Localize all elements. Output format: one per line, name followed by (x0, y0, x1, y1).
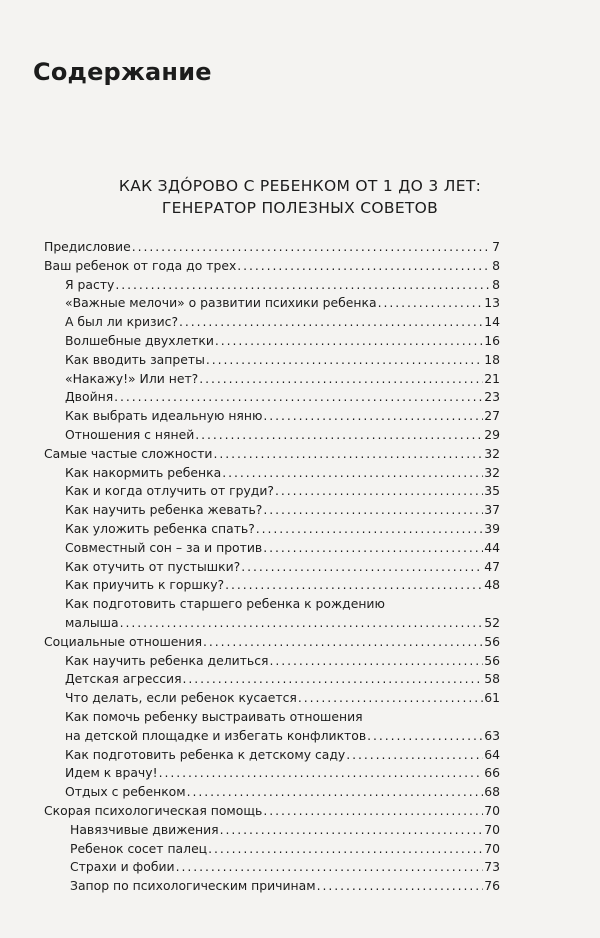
toc-entry (44, 520, 500, 539)
toc-entry-row (44, 294, 500, 313)
toc-entry-page-number: 29 (484, 426, 500, 442)
toc-entry-page-number: 63 (484, 727, 500, 743)
dot-leader (263, 501, 483, 520)
toc-entry-title: Страхи и фобии (70, 859, 175, 875)
toc-entry (44, 877, 500, 896)
dot-leader (203, 633, 483, 652)
book-heading-line-1: КАК ЗДÓРОВО С РЕБЕНКОМ ОТ 1 ДО 3 ЛЕТ: (118, 177, 482, 195)
toc-entry-title: Как накормить ребенка (65, 464, 222, 480)
toc-entry-page-number: 73 (484, 859, 500, 875)
toc-entry (44, 501, 500, 520)
toc-entry-row (44, 539, 500, 558)
toc-entry (44, 689, 500, 708)
toc-entry-row (44, 576, 500, 595)
toc-entry-row (44, 614, 500, 633)
toc-entry (44, 558, 500, 577)
toc-entry-row (44, 727, 500, 746)
toc-entry-page-number: 70 (484, 840, 500, 856)
toc-entry-page-number: 7 (492, 239, 500, 254)
toc-entry-row (44, 445, 500, 464)
toc-entry-row (44, 313, 500, 332)
dot-leader (208, 840, 483, 859)
toc-entry (44, 633, 500, 652)
dot-leader (225, 576, 483, 595)
toc-entry-title: Навязчивые движения (70, 821, 219, 837)
dot-leader (114, 388, 483, 407)
toc-entry (44, 595, 500, 633)
toc-entry-row (44, 482, 500, 501)
toc-entry-title: Отношения с няней (65, 426, 195, 442)
toc-entry-page-number: 70 (484, 802, 500, 818)
dot-leader (195, 426, 483, 445)
toc-entry (44, 388, 500, 407)
toc-entry-title: Как и когда отлучить от груди? (65, 483, 275, 499)
toc-entry-title: Совместный сон – за и против (65, 539, 263, 555)
toc-entry-page-number: 56 (484, 633, 500, 649)
toc-entry-title: Идем к врачу! (65, 765, 158, 781)
toc-entry-title: Как научить ребенка делиться (65, 652, 269, 668)
toc-entry-title: Двойня (65, 389, 114, 405)
dot-leader (317, 877, 484, 896)
toc-entry-title: «Накажу!» Или нет? (65, 370, 199, 386)
toc-entry-page-number: 21 (484, 370, 500, 386)
dot-leader (275, 482, 483, 501)
dot-leader (263, 539, 483, 558)
toc-entry-title: Запор по психологическим причинам (70, 878, 316, 894)
toc-entry-page-number: 48 (484, 577, 500, 593)
toc-entry-row (44, 351, 500, 370)
toc-entry-row (44, 464, 500, 483)
toc-entry (44, 539, 500, 558)
toc-entry (44, 746, 500, 765)
toc-entry-title: Что делать, если ребенок кусается (65, 690, 297, 706)
dot-leader (132, 238, 491, 257)
toc-entry-row (44, 783, 500, 802)
toc-entry (44, 332, 500, 351)
toc-entry (44, 802, 500, 821)
toc-entry-page-number: 66 (484, 765, 500, 781)
toc-entry-page-number: 27 (484, 408, 500, 424)
toc-entry-title: Как отучить от пустышки? (65, 558, 241, 574)
dot-leader (183, 670, 484, 689)
toc-entry-title: Как уложить ребенка спать? (65, 520, 255, 536)
toc-entry (44, 858, 500, 877)
toc-entry (44, 821, 500, 840)
toc-entry-row (44, 426, 500, 445)
toc-entry-title: Скорая психологическая помощь (44, 802, 263, 818)
dot-leader (199, 370, 483, 389)
dot-leader (263, 407, 483, 426)
toc-entry-row (44, 276, 500, 295)
dot-leader (206, 351, 483, 370)
toc-entry (44, 783, 500, 802)
toc-entry-row (44, 858, 500, 877)
toc-entry-page-number: 39 (484, 520, 500, 536)
toc-entry-title: Ребенок сосет палец (70, 840, 208, 856)
dot-leader (298, 689, 483, 708)
toc-entry-row (44, 670, 500, 689)
toc-entry-title: Отдых с ребенком (65, 784, 186, 800)
book-heading (0, 175, 600, 219)
dot-leader (159, 764, 484, 783)
toc-entry-row (44, 802, 500, 821)
dot-leader (222, 464, 483, 483)
toc-entry (44, 652, 500, 671)
dot-leader (237, 257, 491, 276)
toc-entry-page-number: 56 (484, 652, 500, 668)
toc-entry-row (44, 520, 500, 539)
toc-entry-row (44, 877, 500, 896)
toc-entry (44, 238, 500, 257)
toc-entry-page-number: 32 (484, 464, 500, 480)
toc-entry (44, 764, 500, 783)
toc-entry-row (44, 746, 500, 765)
toc-entry-page-number: 23 (484, 389, 500, 405)
toc-entry-page-number: 70 (484, 821, 500, 837)
toc-entry-title: на детской площадке и избегать конфликтов (65, 727, 367, 743)
toc-entry-row (44, 238, 500, 257)
toc-entry (44, 276, 500, 295)
toc-entry-row (44, 257, 500, 276)
toc-entry-title: Как вводить запреты (65, 351, 205, 367)
toc-entry-page-number: 35 (484, 483, 500, 499)
dot-leader (115, 276, 491, 295)
toc-entry-page-number: 61 (484, 690, 500, 706)
toc-entry (44, 464, 500, 483)
toc-entry-title: Как научить ребенка жевать? (65, 502, 263, 518)
toc-entry-row (44, 840, 500, 859)
toc-entry-row (44, 652, 500, 671)
toc-entry-title: Как выбрать идеальную няню (65, 408, 263, 424)
toc-entry (44, 313, 500, 332)
dot-leader (176, 858, 484, 877)
toc-entry-page-number: 58 (484, 671, 500, 687)
toc-entry-title: Я расту (65, 276, 115, 292)
toc-entry (44, 351, 500, 370)
toc-entry (44, 426, 500, 445)
toc-entry-row (44, 388, 500, 407)
dot-leader (367, 727, 483, 746)
toc-entry (44, 840, 500, 859)
toc-entry-row (44, 821, 500, 840)
dot-leader (263, 802, 483, 821)
dot-leader (346, 746, 483, 765)
toc-entry-page-number: 16 (484, 332, 500, 348)
toc-entry-page-number: 32 (484, 445, 500, 461)
table-of-contents (44, 238, 500, 896)
book-heading-line-2: ГЕНЕРАТОР ПОЛЕЗНЫХ СОВЕТОВ (161, 199, 439, 217)
dot-leader (179, 313, 483, 332)
toc-entry-title: малыша (65, 614, 119, 630)
page-title: Содержание (33, 58, 212, 86)
toc-entry-row (44, 370, 500, 389)
toc-entry-page-number: 8 (492, 276, 500, 292)
toc-entry-title: А был ли кризис? (65, 314, 179, 330)
toc-entry-page-number: 47 (484, 558, 500, 574)
toc-entry (44, 445, 500, 464)
dot-leader (378, 294, 484, 313)
toc-entry-title: Как подготовить ребенка к детскому саду (65, 746, 346, 762)
dot-leader (120, 614, 484, 633)
toc-entry-page-number: 68 (484, 784, 500, 800)
toc-entry (44, 482, 500, 501)
toc-entry-title-line: Как помочь ребенку выстраивать отношения (65, 708, 363, 724)
toc-entry-page-number: 13 (484, 295, 500, 311)
toc-entry-row (44, 501, 500, 520)
toc-entry-row (44, 558, 500, 577)
toc-entry-title-line: Как подготовить старшего ребенка к рождению (65, 596, 385, 612)
dot-leader (187, 783, 484, 802)
toc-entry-title: Детская агрессия (65, 671, 182, 687)
toc-entry (44, 407, 500, 426)
toc-entry (44, 257, 500, 276)
dot-leader (213, 445, 483, 464)
toc-entry-row (44, 332, 500, 351)
toc-entry-page-number: 37 (484, 502, 500, 518)
toc-entry-title: Предисловие (44, 239, 131, 254)
toc-entry-row (44, 764, 500, 783)
toc-entry-row (44, 407, 500, 426)
toc-entry-row (44, 633, 500, 652)
toc-entry (44, 670, 500, 689)
toc-entry-page-number: 76 (484, 878, 500, 894)
dot-leader (270, 652, 484, 671)
toc-entry-title: Социальные отношения (44, 633, 203, 649)
toc-entry (44, 370, 500, 389)
toc-entry-page-number: 52 (484, 614, 500, 630)
toc-entry (44, 576, 500, 595)
toc-entry-page-number: 8 (492, 257, 500, 273)
toc-entry-page-number: 44 (484, 539, 500, 555)
toc-entry-title: Как приучить к горшку? (65, 577, 225, 593)
toc-entry-page-number: 64 (484, 746, 500, 762)
toc-entry-page-number: 14 (484, 314, 500, 330)
toc-entry-title: Волшебные двухлетки (65, 332, 214, 348)
toc-entry-title: Самые частые сложности (44, 445, 213, 461)
dot-leader (241, 558, 483, 577)
dot-leader (220, 821, 484, 840)
dot-leader (256, 520, 483, 539)
toc-entry-page-number: 18 (484, 351, 500, 367)
dot-leader (215, 332, 483, 351)
toc-entry-title: Ваш ребенок от года до трех (44, 257, 237, 273)
toc-entry-title: «Важные мелочи» о развитии психики ребенка (65, 295, 377, 311)
toc-entry (44, 708, 500, 746)
toc-entry (44, 294, 500, 313)
toc-entry-row (44, 689, 500, 708)
